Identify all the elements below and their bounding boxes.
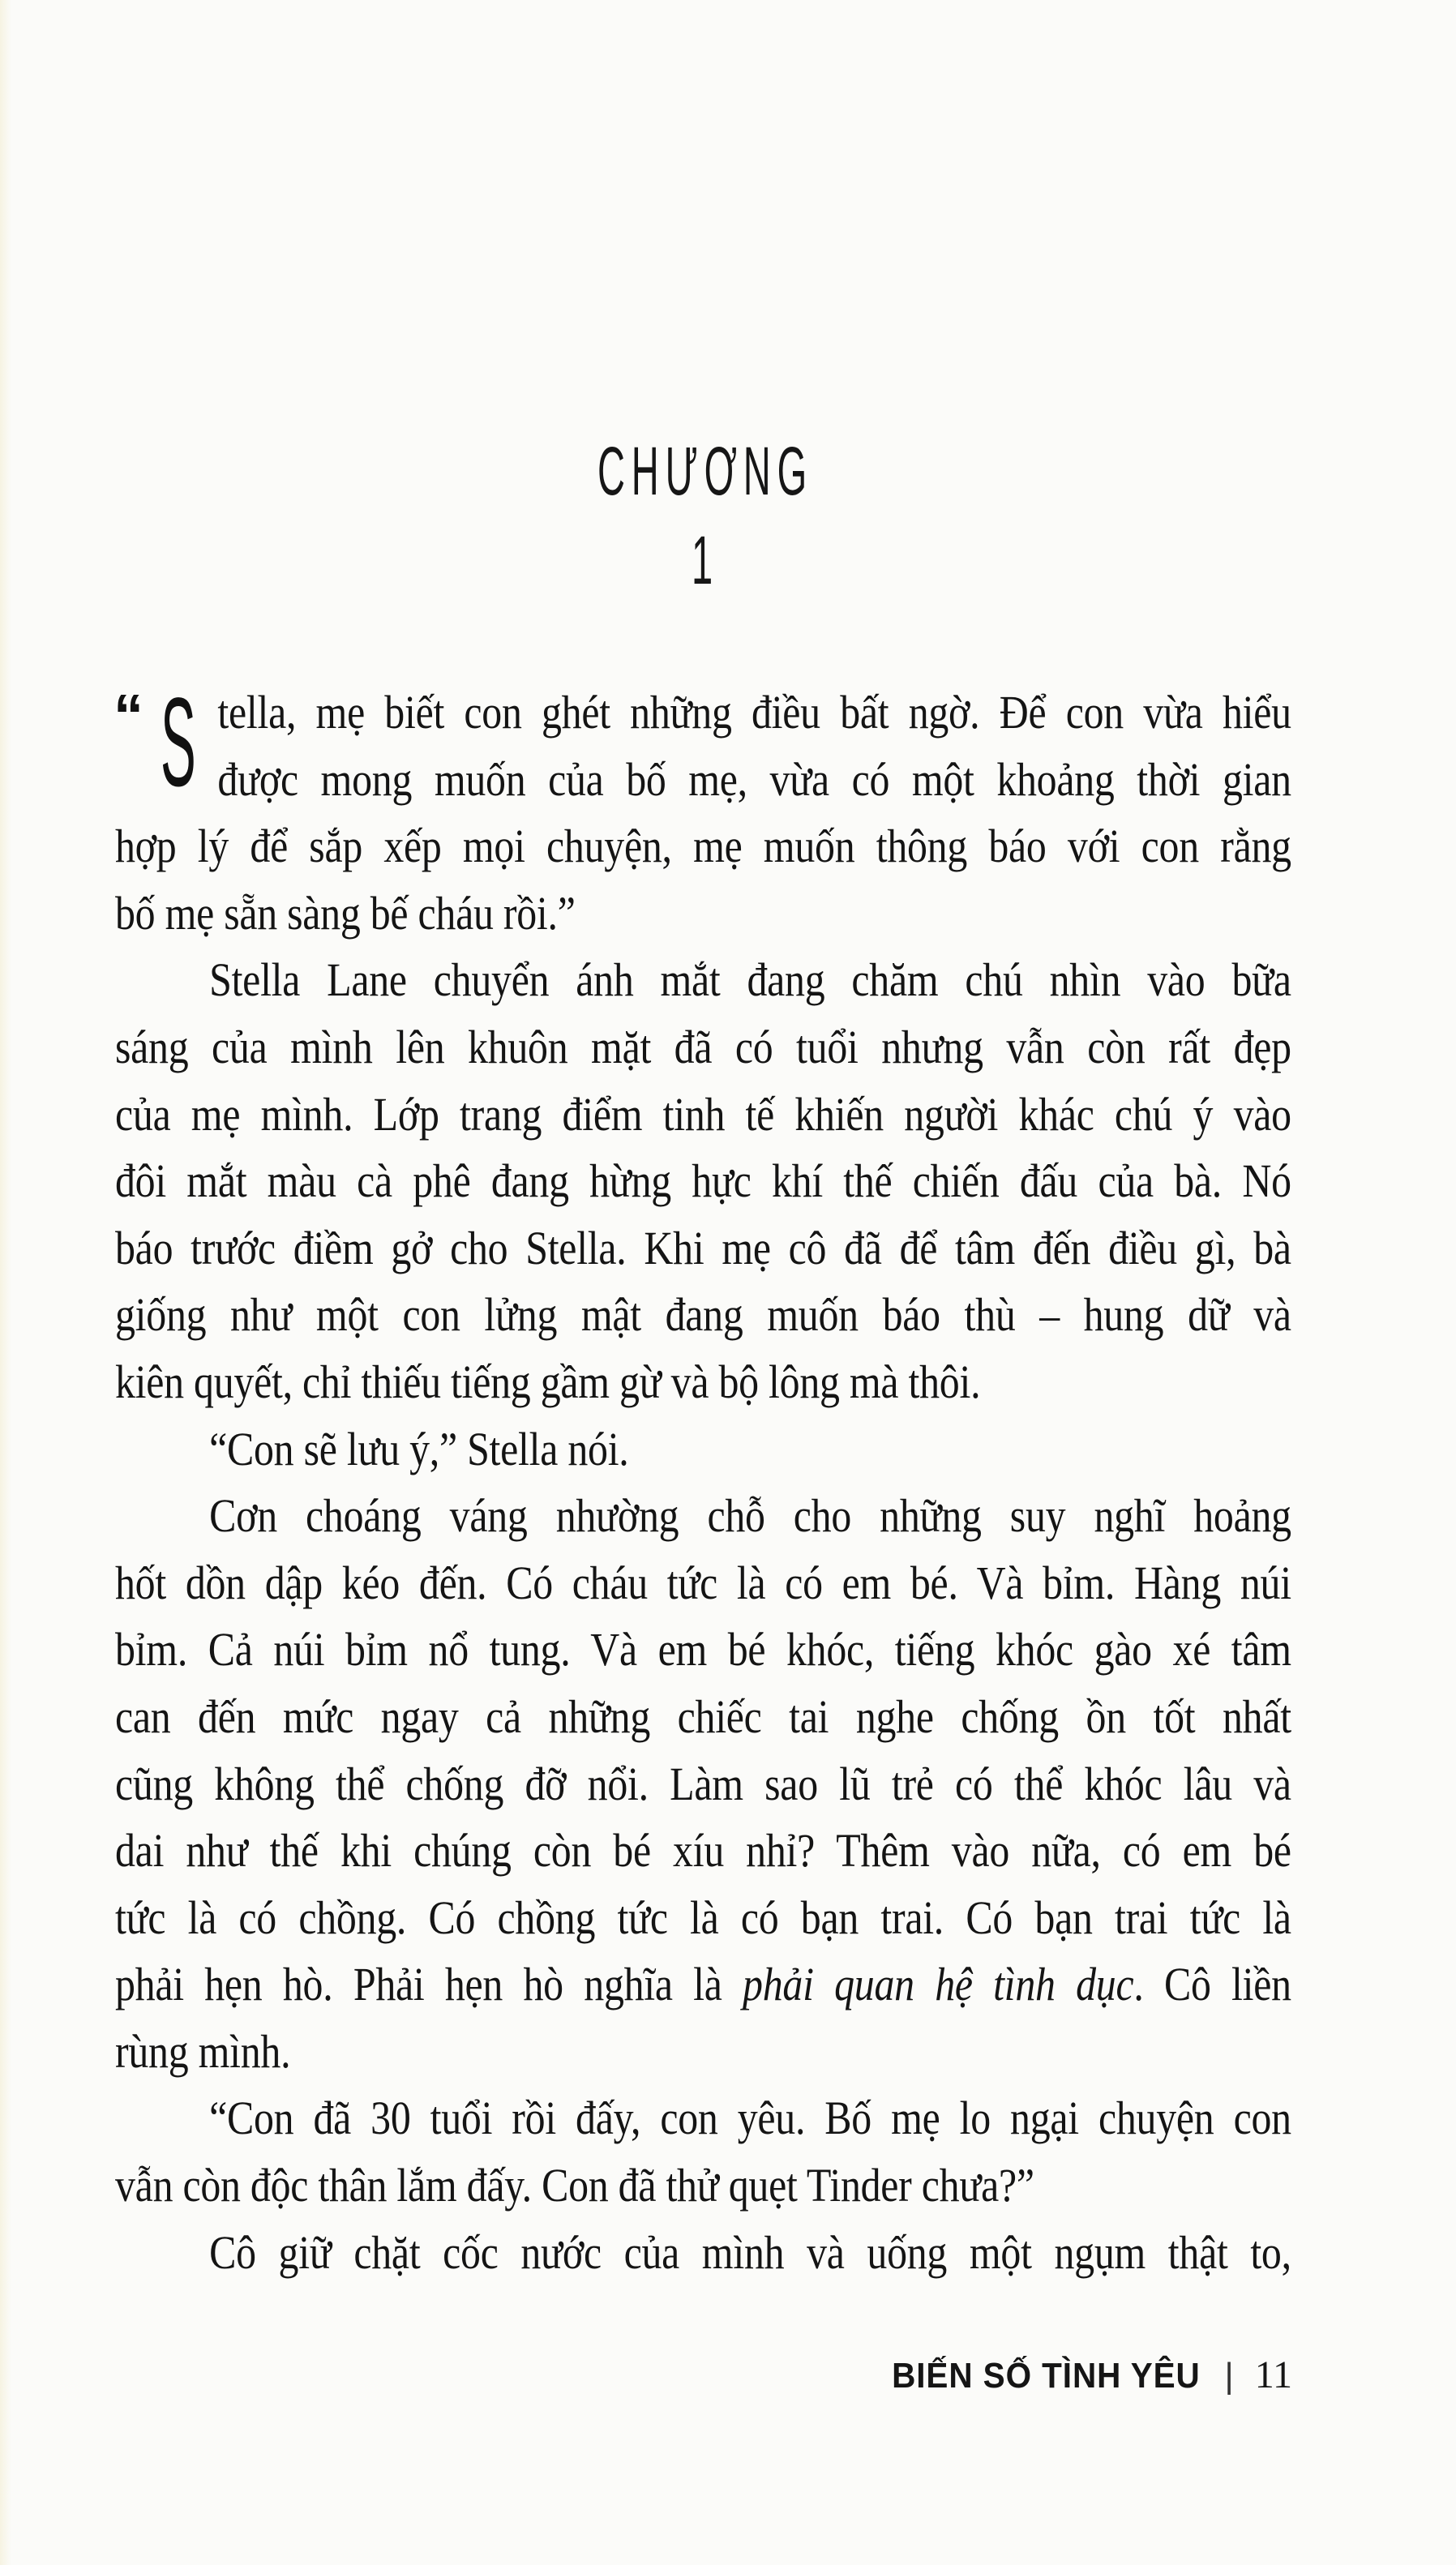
body-line-segment: phải hẹn hò. Phải hẹn hò nghĩa là <box>115 1958 743 2011</box>
body-line: dai như thế khi chúng còn bé xíu nhỉ? Thêm vào nữa, có em bé <box>115 1824 1291 1878</box>
body-line: vẫn còn độc thân lắm đấy. Con đã thử quẹt Tinder chưa?” <box>115 2159 1034 2212</box>
body-line: rùng mình. <box>115 2024 291 2078</box>
body-line: báo trước điềm gở cho Stella. Khi mẹ cô đã để tâm đến điều gì, bà <box>115 1221 1291 1274</box>
chapter-title <box>486 426 924 605</box>
chapter-title-text: CHƯƠNG 1 <box>597 433 814 599</box>
body-line: bố mẹ sẵn sàng bế cháu rồi.” <box>115 886 576 940</box>
footer-separator: | <box>1224 2356 1234 2396</box>
body-line: hốt dồn dập kéo đến. Có cháu tức là có em bé. Và bỉm. Hàng núi <box>115 1556 1291 1609</box>
body-line: giống như một con lửng mật đang muốn báo thù – hung dữ và <box>115 1288 1291 1342</box>
body-line: “Con sẽ lưu ý,” Stella nói. <box>209 1422 629 1475</box>
body-line: cũng không thể chống đỡ nổi. Làm sao lũ trẻ có thể khóc lâu và <box>115 1757 1291 1810</box>
body-line: sáng của mình lên khuôn mặt đã có tuổi nhưng vẫn còn rất đẹp <box>115 1020 1291 1073</box>
body-line: Cơn choáng váng nhường chỗ cho những suy nghĩ hoảng <box>209 1489 1291 1543</box>
body-line <box>115 1951 1291 2019</box>
body-line: bỉm. Cả núi bỉm nổ tung. Và em bé khóc, tiếng khóc gào xé tâm <box>115 1623 1291 1676</box>
body-text <box>115 672 1291 2286</box>
body-line-segment: . Cô liền <box>1133 1958 1291 2011</box>
body-line: “Con đã 30 tuổi rồi đấy, con yêu. Bố mẹ lo ngại chuyện con <box>209 2092 1291 2145</box>
body-line: Stella Lane chuyển ánh mắt đang chăm chú nhìn vào bữa <box>209 953 1291 1007</box>
body-line: tella, mẹ biết con ghét những điều bất ngờ. Để con vừa hiểu <box>217 686 1291 739</box>
body-line: Cô giữ chặt cốc nước của mình và uống một ngụm thật to, <box>209 2225 1291 2279</box>
body-line: được mong muốn của bố mẹ, vừa có một khoảng thời gian <box>217 752 1291 806</box>
body-line: hợp lý để sắp xếp mọi chuyện, mẹ muốn thông báo với con rằng <box>115 820 1291 873</box>
body-line: can đến mức ngay cả những chiếc tai nghe chống ồn tốt nhất <box>115 1689 1291 1743</box>
page-edge <box>0 0 11 2565</box>
page-number: 11 <box>1254 2353 1292 2396</box>
body-line: kiên quyết, chỉ thiếu tiếng gầm gừ và bộ lông mà thôi. <box>115 1355 981 1408</box>
drop-cap-letter: S <box>161 672 196 813</box>
running-footer <box>865 2351 1292 2400</box>
drop-cap-quote: “ <box>113 682 143 749</box>
emphasis-text: phải quan hệ tình dục <box>743 1958 1134 2011</box>
body-line: của mẹ mình. Lớp trang điểm tinh tế khiến người khác chú ý vào <box>115 1087 1291 1141</box>
body-line: đôi mắt màu cà phê đang hừng hực khí thế chiến đấu của bà. Nó <box>115 1154 1291 1208</box>
body-line: tức là có chồng. Có chồng tức là có bạn trai. Có bạn trai tức là <box>115 1891 1291 1944</box>
book-title: BIẾN SỐ TÌNH YÊU <box>891 2356 1201 2396</box>
